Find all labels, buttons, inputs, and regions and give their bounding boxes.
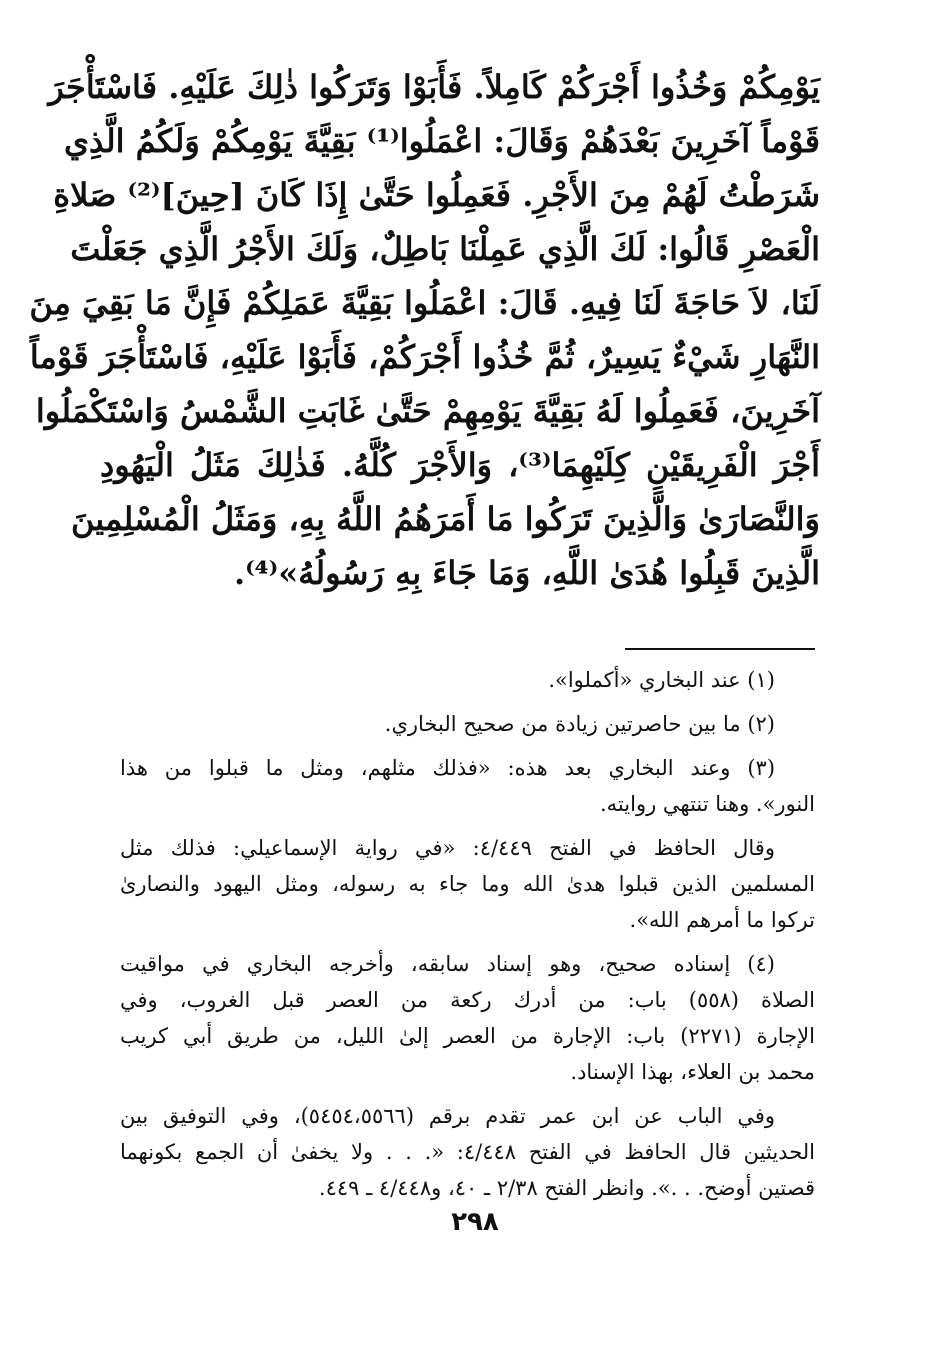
footnote-line: النور». وهنا تنتهي روايته. [600,792,815,816]
footnote-line: الحديثين قال الحافظ في الفتح ٤/٤٤٨: «. . . ولا يخفىٰ أن الجمع بكونهما [120,1140,815,1164]
footnote-line: الإجارة (٢٢٧١) باب: الإجارة من العصر إلىٰ الليل، من طريق أبي كريب [120,1024,815,1048]
footnote-line: تركوا ما أمرهم الله». [629,908,815,932]
hadith-text [29,60,821,600]
text-line: آخَرِينَ، فَعَمِلُوا لَهُ بَقِيَّةَ يَوْمِهِمْ حَتَّىٰ غَابَتِ الشَّمْسُ وَاسْتَكْمَلُوا [35,392,820,430]
text-line: الَّذِينَ قَبِلُوا هُدَىٰ اللَّهِ، وَمَا جَاءَ بِهِ رَسُولُهُ»⁽⁴⁾. [234,554,820,592]
footnote-line: الصلاة (٥٥٨) باب: من أدرك ركعة من العصر قبل الغروب، وفي [120,988,815,1012]
main-text [29,60,821,600]
footnote-line: (٤) إسناده صحيح، وهو إسناد سابقه، وأخرجه البخاري في مواقيت [120,952,775,976]
footnote-line: المسلمين الذين قبلوا هدىٰ الله وما جاء به رسوله، ومثل اليهود والنصارىٰ [120,872,815,896]
page-number: ٢٩٨ [451,1207,499,1237]
text-line: النَّهَارِ شَيْءٌ يَسِيرٌ، ثُمَّ خُذُوا أَجْرَكُمْ، فَأَبَوْا عَلَيْهِ، فَاسْتَأْجَرَ قَوْماً [29,338,820,376]
text-line: وَالنَّصَارَىٰ وَالَّذِينَ تَرَكُوا مَا أَمَرَهُمُ اللَّهُ بِهِ، وَمَثَلُ الْمُسْلِمِينَ [70,500,820,538]
footnote-line: (١) عند البخاري «أكملوا». [548,668,775,692]
footnote-3-continued [120,830,815,938]
footnote-4-continued [120,1098,815,1206]
footnote-line: (٣) وعند البخاري بعد هذه: «فذلك مثلهم، ومثل ما قبلوا من هذا [120,756,776,780]
footnote-4 [120,946,815,1090]
footnotes [120,662,815,1214]
text-line: لَنَا، لاَ حَاجَةَ لَنَا فِيهِ. قَالَ: اعْمَلُوا بَقِيَّةَ عَمَلِكُمْ فَإِنَّ مَا بَقِيَ مِنَ [29,284,820,322]
text-line: يَوْمِكُمْ وَخُذُوا أَجْرَكُمْ كَامِلاً. فَأَبَوْا وَتَرَكُوا ذٰلِكَ عَلَيْهِ. فَاسْتَأْجَرَ [48,68,820,106]
footnote-divider [625,648,815,650]
text-line: أَجْرَ الْفَرِيقَيْنِ كِلَيْهِمَا⁽³⁾، وَالأَجْرَ كُلَّهُ. فَذٰلِكَ مَثَلُ الْيَهُودِ [100,446,821,484]
text-line: قَوْماً آخَرِينَ بَعْدَهُمْ وَقَالَ: اعْمَلُوا⁽¹⁾ بَقِيَّةَ يَوْمِكُمْ وَلَكُمُ الَّذِي [64,122,820,160]
text-line: الْعَصْرِ قَالُوا: لَكَ الَّذِي عَمِلْنَا بَاطِلٌ، وَلَكَ الأَجْرُ الَّذِي جَعَلْتَ [70,230,820,268]
footnote-3 [120,750,815,822]
footnote-line: وفي الباب عن ابن عمر تقدم برقم (٥٤٥٤،٥٥٦٦)، وفي التوفيق بين [120,1104,776,1128]
footnote-2 [120,706,815,742]
footnote-line: قصتين أوضح. . .». وانظر الفتح ٢/٣٨ ـ ٤٠، و٤/٤٤٨ ـ ٤٤٩. [318,1176,815,1200]
footnote-line: وقال الحافظ في الفتح ٤/٤٤٩: «في رواية الإسماعيلي: فذلك مثل [120,836,775,860]
footnote-line: محمد بن العلاء، بهذا الإسناد. [570,1060,815,1084]
text-line: شَرَطْتُ لَهُمْ مِنَ الأَجْرِ. فَعَمِلُوا حَتَّىٰ إِذَا كَانَ [حِينَ]⁽²⁾ صَلاةِ [53,176,820,214]
footnote-line: (٢) ما بين حاصرتين زيادة من صحيح البخاري. [384,712,775,736]
footnote-1 [120,662,815,698]
